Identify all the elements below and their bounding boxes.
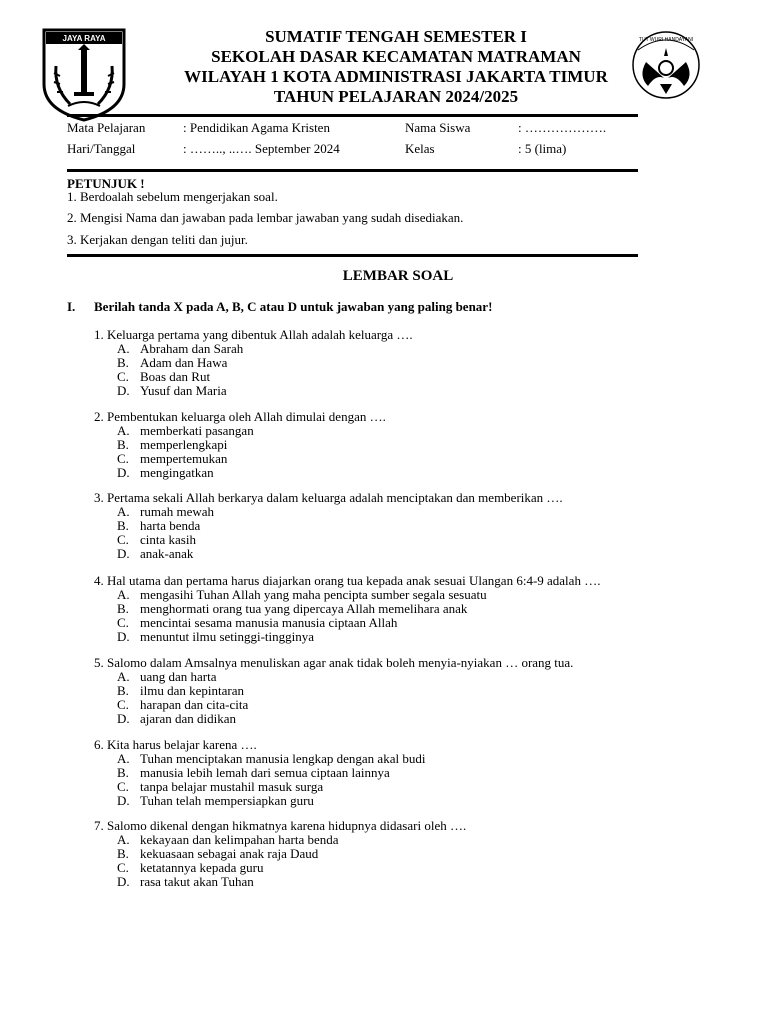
question-text: 1. Keluarga pertama yang dibentuk Allah adalah keluarga …. bbox=[94, 327, 413, 342]
subject-label: Mata Pelajaran bbox=[67, 120, 146, 135]
header-divider bbox=[67, 114, 638, 117]
instructions-divider bbox=[67, 254, 638, 257]
option-text: rumah mewah bbox=[140, 504, 215, 519]
option-letter: A. bbox=[117, 669, 130, 684]
option-letter: D. bbox=[117, 465, 130, 480]
header-line-2: SEKOLAH DASAR KECAMATAN MATRAMAN bbox=[211, 47, 581, 66]
option-letter: C. bbox=[117, 369, 129, 384]
option-text: menghormati orang tua yang dipercaya Allah memelihara anak bbox=[140, 601, 468, 616]
option-letter: C. bbox=[117, 697, 129, 712]
option-letter: C. bbox=[117, 779, 129, 794]
option-text: mempertemukan bbox=[140, 451, 228, 466]
option-letter: D. bbox=[117, 793, 130, 808]
option-letter: A. bbox=[117, 504, 130, 519]
option-text: Yusuf dan Maria bbox=[140, 383, 227, 398]
option-text: manusia lebih lemah dari semua ciptaan lainnya bbox=[140, 765, 390, 780]
student-name-label: Nama Siswa bbox=[405, 120, 471, 135]
option-letter: B. bbox=[117, 765, 129, 780]
option-text: Tuhan menciptakan manusia lengkap dengan akal budi bbox=[140, 751, 426, 766]
option-text: rasa takut akan Tuhan bbox=[140, 874, 254, 889]
instruction-item: 2. Mengisi Nama dan jawaban pada lembar jawaban yang sudah disediakan. bbox=[67, 210, 464, 225]
date-label: Hari/Tanggal bbox=[67, 141, 136, 156]
option-text: Tuhan telah mempersiapkan guru bbox=[140, 793, 314, 808]
option-letter: C. bbox=[117, 860, 129, 875]
option-letter: A. bbox=[117, 587, 130, 602]
question-text: 2. Pembentukan keluarga oleh Allah dimulai dengan …. bbox=[94, 409, 386, 424]
option-text: ajaran dan didikan bbox=[140, 711, 237, 726]
header-line-3: WILAYAH 1 KOTA ADMINISTRASI JAKARTA TIMUR bbox=[184, 67, 608, 86]
option-text: harapan dan cita-cita bbox=[140, 697, 249, 712]
class-label: Kelas bbox=[405, 141, 435, 156]
option-letter: B. bbox=[117, 355, 129, 370]
option-text: memperlengkapi bbox=[140, 437, 228, 452]
option-letter: C. bbox=[117, 451, 129, 466]
date-value: : …….., ..…. September 2024 bbox=[183, 141, 340, 156]
student-name-value: : ………………. bbox=[518, 120, 607, 135]
option-text: ketatannya kepada guru bbox=[140, 860, 264, 875]
question-text: 4. Hal utama dan pertama harus diajarkan orang tua kepada anak sesuai Ulangan 6:4-9 adalah …. bbox=[94, 573, 601, 588]
option-letter: D. bbox=[117, 711, 130, 726]
option-letter: D. bbox=[117, 546, 130, 561]
option-letter: A. bbox=[117, 751, 130, 766]
subject-value: : Pendidikan Agama Kristen bbox=[183, 120, 330, 135]
option-text: mencintai sesama manusia manusia ciptaan Allah bbox=[140, 615, 398, 630]
option-letter: C. bbox=[117, 532, 129, 547]
option-letter: C. bbox=[117, 615, 129, 630]
question-text: 5. Salomo dalam Amsalnya menuliskan agar anak tidak boleh menyia-nyiakan … orang tua. bbox=[94, 655, 574, 670]
option-text: Boas dan Rut bbox=[140, 369, 211, 384]
instruction-item: 3. Kerjakan dengan teliti dan jujur. bbox=[67, 232, 248, 247]
class-value: : 5 (lima) bbox=[518, 141, 567, 156]
option-text: memberkati pasangan bbox=[140, 423, 254, 438]
option-text: Adam dan Hawa bbox=[140, 355, 228, 370]
option-text: harta benda bbox=[140, 518, 201, 533]
option-text: tanpa belajar mustahil masuk surga bbox=[140, 779, 324, 794]
option-letter: B. bbox=[117, 518, 129, 533]
option-letter: D. bbox=[117, 629, 130, 644]
option-letter: A. bbox=[117, 341, 130, 356]
option-text: mengingatkan bbox=[140, 465, 214, 480]
option-letter: D. bbox=[117, 874, 130, 889]
section-number: I. bbox=[67, 299, 76, 314]
option-letter: D. bbox=[117, 383, 130, 398]
option-text: kekuasaan sebagai anak raja Daud bbox=[140, 846, 319, 861]
option-letter: B. bbox=[117, 683, 129, 698]
option-letter: B. bbox=[117, 601, 129, 616]
option-text: kekayaan dan kelimpahan harta benda bbox=[140, 832, 339, 847]
option-text: ilmu dan kepintaran bbox=[140, 683, 244, 698]
option-text: Abraham dan Sarah bbox=[140, 341, 244, 356]
option-text: menuntut ilmu setinggi-tingginya bbox=[140, 629, 315, 644]
instructions-title: PETUNJUK ! bbox=[67, 176, 145, 191]
option-text: uang dan harta bbox=[140, 669, 217, 684]
option-letter: B. bbox=[117, 437, 129, 452]
info-divider bbox=[67, 169, 638, 172]
instruction-item: 1. Berdoalah sebelum mengerjakan soal. bbox=[67, 189, 278, 204]
question-text: 6. Kita harus belajar karena …. bbox=[94, 737, 257, 752]
tut-wuri-handayani-text: TUT WURI HANDAYANI bbox=[638, 37, 694, 43]
option-text: mengasihi Tuhan Allah yang maha pencipta sumber segala sesuatu bbox=[140, 587, 487, 602]
jakarta-emblem-text: JAYA RAYA bbox=[62, 34, 106, 43]
header-line-1: SUMATIF TENGAH SEMESTER I bbox=[265, 27, 527, 46]
sheet-title: LEMBAR SOAL bbox=[342, 268, 454, 284]
option-letter: B. bbox=[117, 846, 129, 861]
question-text: 7. Salomo dikenal dengan hikmatnya karena hidupnya didasari oleh …. bbox=[94, 818, 467, 833]
option-text: cinta kasih bbox=[140, 532, 196, 547]
option-letter: A. bbox=[117, 423, 130, 438]
header-line-4: TAHUN PELAJARAN 2024/2025 bbox=[273, 87, 519, 106]
question-text: 3. Pertama sekali Allah berkarya dalam keluarga adalah menciptakan dan memberikan …. bbox=[94, 490, 563, 505]
option-text: anak-anak bbox=[140, 546, 194, 561]
section-instruction: Berilah tanda X pada A, B, C atau D untuk jawaban yang paling benar! bbox=[94, 299, 493, 314]
option-letter: A. bbox=[117, 832, 130, 847]
